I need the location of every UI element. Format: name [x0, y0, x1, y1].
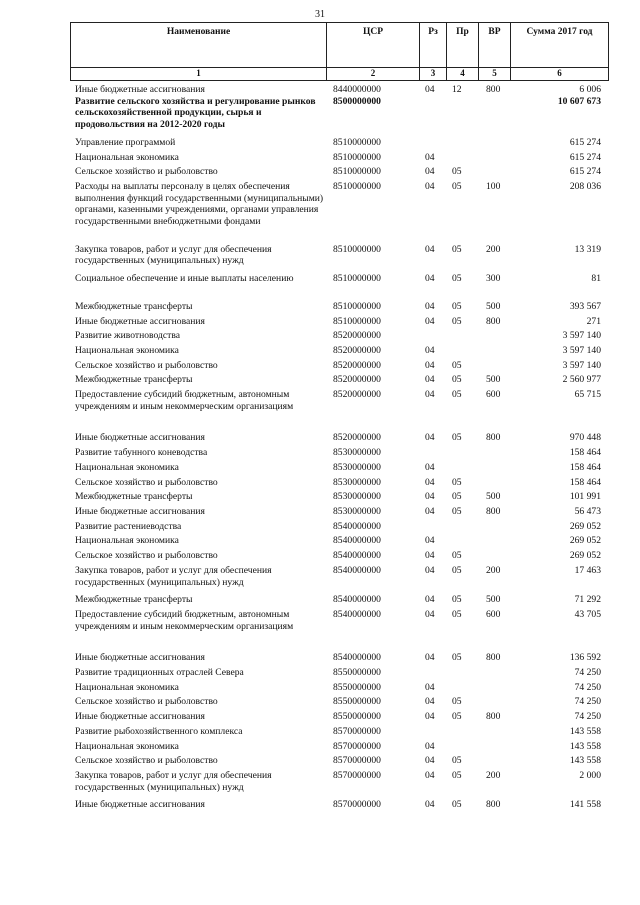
table-row: [75, 682, 605, 694]
row-sum: 3 597 140: [562, 330, 601, 342]
table-row: [75, 181, 605, 228]
row-rz: 04: [425, 273, 435, 285]
header-num-1: 1: [71, 68, 327, 81]
row-pr: 05: [452, 564, 462, 576]
row-name: Межбюджетные трансферты: [75, 300, 193, 312]
row-name: Межбюджетные трансферты: [75, 594, 193, 606]
table-row: [75, 521, 605, 533]
row-name: Закупка товаров, работ и услуг для обеспечения государственных (муниципальных) нужд: [75, 564, 272, 588]
table-row: [75, 301, 605, 313]
table-body: [75, 84, 605, 811]
table-row: [75, 667, 605, 679]
header-pr: Пр: [447, 23, 479, 68]
row-name: Предоставление субсидий бюджетным, автономным учреждениям и иным некоммерческим организациям: [75, 608, 294, 632]
row-vr: 500: [486, 374, 501, 386]
row-name: Управление программой: [75, 136, 176, 148]
row-csr: 8540000000: [333, 594, 381, 606]
header-num-3: 3: [420, 68, 447, 81]
row-sum: 74 250: [574, 681, 601, 693]
row-pr: 05: [452, 491, 462, 503]
row-name: Развитие традиционных отраслей Севера: [75, 667, 244, 679]
row-vr: 200: [486, 243, 501, 255]
row-vr: 800: [486, 652, 501, 664]
row-rz: 04: [425, 476, 435, 488]
table-row: [75, 244, 605, 267]
table-row: [75, 432, 605, 444]
row-sum: 3 597 140: [562, 359, 601, 371]
row-csr: 8570000000: [333, 755, 381, 767]
row-name: Иные бюджетные ассигнования: [75, 315, 205, 327]
row-name: Иные бюджетные ассигнования: [75, 652, 205, 664]
row-csr: 8510000000: [333, 273, 381, 285]
row-sum: 143 558: [569, 740, 601, 752]
row-sum: 269 052: [569, 520, 601, 532]
row-pr: 05: [452, 180, 462, 192]
table-row: [75, 594, 605, 606]
row-name: Национальная экономика: [75, 535, 179, 547]
table-row: [75, 447, 605, 459]
row-rz: 04: [425, 243, 435, 255]
table-row: [75, 550, 605, 562]
row-pr: 05: [452, 799, 462, 811]
row-rz: 04: [425, 359, 435, 371]
row-csr: 8570000000: [333, 725, 381, 737]
row-csr: 8570000000: [333, 740, 381, 752]
row-rz: 04: [425, 180, 435, 192]
row-sum: 143 558: [569, 725, 601, 737]
row-sum: 143 558: [569, 755, 601, 767]
table-row: [75, 696, 605, 708]
row-csr: 8550000000: [333, 667, 381, 679]
row-sum: 74 250: [574, 696, 601, 708]
row-sum: 208 036: [569, 180, 601, 192]
row-sum: 3 597 140: [562, 344, 601, 356]
row-sum: 13 319: [574, 243, 601, 255]
row-csr: 8520000000: [333, 359, 381, 371]
row-sum: 615 274: [569, 151, 601, 163]
table-row: [75, 84, 605, 96]
row-name: Сельское хозяйство и рыболовство: [75, 359, 218, 371]
row-rz: 04: [425, 491, 435, 503]
row-rz: 04: [425, 652, 435, 664]
row-vr: 500: [486, 594, 501, 606]
row-name: Национальная экономика: [75, 344, 179, 356]
row-sum: 81: [591, 273, 601, 285]
row-sum: 6 006: [579, 84, 601, 95]
row-name: Национальная экономика: [75, 461, 179, 473]
row-pr: 05: [452, 550, 462, 562]
row-rz: 04: [425, 151, 435, 163]
row-name: Иные бюджетные ассигнования: [75, 432, 205, 444]
header-num-5: 5: [479, 68, 511, 81]
table-row: [75, 491, 605, 503]
row-pr: 05: [452, 755, 462, 767]
row-sum: 136 592: [569, 652, 601, 664]
table-header: [70, 22, 609, 81]
row-name: Закупка товаров, работ и услуг для обеспечения государственных (муниципальных) нужд: [75, 243, 272, 267]
row-name: Закупка товаров, работ и услуг для обеспечения государственных (муниципальных) нужд: [75, 769, 272, 793]
table-row: [75, 374, 605, 386]
table-row: [75, 755, 605, 767]
table-row: [75, 535, 605, 547]
row-rz: 04: [425, 315, 435, 327]
header-num-4: 4: [447, 68, 479, 81]
row-sum: 141 558: [569, 799, 601, 811]
row-vr: 800: [486, 84, 501, 95]
row-sum: 101 991: [569, 491, 601, 503]
header-name: Наименование: [71, 23, 327, 68]
row-pr: 05: [452, 315, 462, 327]
row-csr: 8510000000: [333, 166, 381, 178]
row-sum: 393 567: [569, 300, 601, 312]
row-rz: 04: [425, 594, 435, 606]
row-sum: 158 464: [569, 476, 601, 488]
row-csr: 8510000000: [333, 300, 381, 312]
row-sum: 74 250: [574, 667, 601, 679]
table-row: [75, 609, 605, 632]
row-csr: 8440000000: [333, 84, 381, 95]
table-row: [75, 389, 605, 412]
row-sum: 10 607 673: [557, 95, 601, 107]
row-csr: 8540000000: [333, 564, 381, 576]
table-row: [75, 799, 605, 811]
row-csr: 8540000000: [333, 520, 381, 532]
table-row: [75, 96, 605, 131]
row-name: Развитие животноводства: [75, 330, 181, 342]
row-rz: 04: [425, 740, 435, 752]
row-vr: 100: [486, 180, 501, 192]
table-row: [75, 137, 605, 149]
table-row: [75, 152, 605, 164]
table-row: [75, 770, 605, 793]
row-csr: 8540000000: [333, 608, 381, 620]
row-pr: 05: [452, 711, 462, 723]
row-rz: 04: [425, 166, 435, 178]
row-rz: 04: [425, 300, 435, 312]
row-csr: 8520000000: [333, 330, 381, 342]
row-name: Социальное обеспечение и иные выплаты населению: [75, 273, 294, 285]
table-row: [75, 506, 605, 518]
row-csr: 8520000000: [333, 344, 381, 356]
row-name: Национальная экономика: [75, 681, 179, 693]
row-csr: 8510000000: [333, 315, 381, 327]
row-rz: 04: [425, 711, 435, 723]
row-sum: 970 448: [569, 432, 601, 444]
row-rz: 04: [425, 550, 435, 562]
row-vr: 800: [486, 432, 501, 444]
row-sum: 615 274: [569, 136, 601, 148]
row-pr: 05: [452, 243, 462, 255]
row-vr: 800: [486, 799, 501, 811]
row-csr: 8540000000: [333, 652, 381, 664]
row-vr: 800: [486, 711, 501, 723]
row-rz: 04: [425, 461, 435, 473]
row-csr: 8530000000: [333, 461, 381, 473]
row-csr: 8540000000: [333, 535, 381, 547]
row-csr: 8520000000: [333, 432, 381, 444]
header-num-6: 6: [511, 68, 609, 81]
row-pr: 05: [452, 696, 462, 708]
row-pr: 05: [452, 652, 462, 664]
header-rz: Рз: [420, 23, 447, 68]
row-vr: 600: [486, 389, 501, 401]
row-sum: 71 292: [574, 594, 601, 606]
row-rz: 04: [425, 432, 435, 444]
row-name: Иные бюджетные ассигнования: [75, 711, 205, 723]
row-name: Предоставление субсидий бюджетным, автономным учреждениям и иным некоммерческим организациям: [75, 389, 294, 412]
row-name: Сельское хозяйство и рыболовство: [75, 755, 218, 767]
row-name: Сельское хозяйство и рыболовство: [75, 550, 218, 562]
row-sum: 615 274: [569, 166, 601, 178]
row-vr: 800: [486, 315, 501, 327]
row-pr: 05: [452, 166, 462, 178]
page-number: 31: [315, 9, 325, 20]
row-name: Сельское хозяйство и рыболовство: [75, 166, 218, 178]
row-csr: 8510000000: [333, 243, 381, 255]
row-name: Развитие сельского хозяйства и регулирование рынков сельскохозяйственной продукции, сырья и продовольствия на 2012-2020 годы: [75, 95, 316, 131]
row-csr: 8550000000: [333, 696, 381, 708]
row-sum: 271: [586, 315, 601, 327]
row-pr: 05: [452, 300, 462, 312]
row-name: Национальная экономика: [75, 740, 179, 752]
table-row: [75, 477, 605, 489]
row-csr: 8500000000: [333, 95, 381, 107]
row-rz: 04: [425, 755, 435, 767]
table-row: [75, 726, 605, 738]
table-row: [75, 316, 605, 328]
row-pr: 05: [452, 374, 462, 386]
row-vr: 600: [486, 608, 501, 620]
row-pr: 05: [452, 505, 462, 517]
row-vr: 500: [486, 300, 501, 312]
header-sum: Сумма 2017 год: [511, 23, 609, 68]
row-name: Иные бюджетные ассигнования: [75, 799, 205, 811]
row-vr: 300: [486, 273, 501, 285]
row-pr: 05: [452, 389, 462, 401]
row-rz: 04: [425, 608, 435, 620]
row-sum: 43 705: [574, 608, 601, 620]
row-name: Национальная экономика: [75, 151, 179, 163]
row-sum: 269 052: [569, 535, 601, 547]
table-row: [75, 360, 605, 372]
row-name: Расходы на выплаты персоналу в целях обеспечения выполнения функций государственными (муниципальными) органами, казенными учреждениями, органами управления государственными внебюджетными фондами: [75, 180, 324, 228]
row-rz: 04: [425, 799, 435, 811]
row-csr: 8570000000: [333, 799, 381, 811]
table-row: [75, 166, 605, 178]
row-pr: 05: [452, 769, 462, 781]
row-csr: 8510000000: [333, 151, 381, 163]
row-csr: 8520000000: [333, 389, 381, 401]
table-row: [75, 711, 605, 723]
row-rz: 04: [425, 84, 435, 95]
row-csr: 8540000000: [333, 550, 381, 562]
row-csr: 8530000000: [333, 447, 381, 459]
row-sum: 2 000: [579, 769, 601, 781]
row-sum: 56 473: [574, 505, 601, 517]
row-sum: 158 464: [569, 461, 601, 473]
row-pr: 12: [452, 84, 462, 95]
row-rz: 04: [425, 696, 435, 708]
table-row: [75, 273, 605, 285]
row-csr: 8550000000: [333, 711, 381, 723]
table-row: [75, 565, 605, 588]
table-row: [75, 462, 605, 474]
row-name: Межбюджетные трансферты: [75, 374, 193, 386]
row-rz: 04: [425, 535, 435, 547]
header-num-2: 2: [327, 68, 420, 81]
row-name: Сельское хозяйство и рыболовство: [75, 696, 218, 708]
row-pr: 05: [452, 359, 462, 371]
row-sum: 74 250: [574, 711, 601, 723]
row-csr: 8530000000: [333, 505, 381, 517]
row-pr: 05: [452, 608, 462, 620]
row-csr: 8570000000: [333, 769, 381, 781]
row-rz: 04: [425, 374, 435, 386]
row-csr: 8510000000: [333, 180, 381, 192]
row-pr: 05: [452, 432, 462, 444]
row-pr: 05: [452, 476, 462, 488]
row-pr: 05: [452, 594, 462, 606]
header-vr: ВР: [479, 23, 511, 68]
row-sum: 17 463: [574, 564, 601, 576]
row-sum: 2 560 977: [562, 374, 601, 386]
row-vr: 200: [486, 769, 501, 781]
row-sum: 65 715: [574, 389, 601, 401]
row-csr: 8550000000: [333, 681, 381, 693]
row-rz: 04: [425, 564, 435, 576]
row-name: Межбюджетные трансферты: [75, 491, 193, 503]
row-rz: 04: [425, 389, 435, 401]
row-csr: 8530000000: [333, 491, 381, 503]
row-vr: 200: [486, 564, 501, 576]
row-csr: 8510000000: [333, 136, 381, 148]
row-name: Иные бюджетные ассигнования: [75, 84, 205, 95]
row-csr: 8530000000: [333, 476, 381, 488]
row-name: Сельское хозяйство и рыболовство: [75, 476, 218, 488]
table-row: [75, 330, 605, 342]
table-row: [75, 345, 605, 357]
row-rz: 04: [425, 769, 435, 781]
row-sum: 158 464: [569, 447, 601, 459]
row-name: Иные бюджетные ассигнования: [75, 505, 205, 517]
row-vr: 800: [486, 505, 501, 517]
row-rz: 04: [425, 344, 435, 356]
row-name: Развитие табунного коневодства: [75, 447, 208, 459]
row-csr: 8520000000: [333, 374, 381, 386]
row-pr: 05: [452, 273, 462, 285]
table-row: [75, 652, 605, 664]
header-csr: ЦСР: [327, 23, 420, 68]
row-rz: 04: [425, 505, 435, 517]
row-name: Развитие растениеводства: [75, 520, 182, 532]
table-row: [75, 741, 605, 753]
row-rz: 04: [425, 681, 435, 693]
row-vr: 500: [486, 491, 501, 503]
row-sum: 269 052: [569, 550, 601, 562]
row-name: Развитие рыбохозяйственного комплекса: [75, 725, 243, 737]
